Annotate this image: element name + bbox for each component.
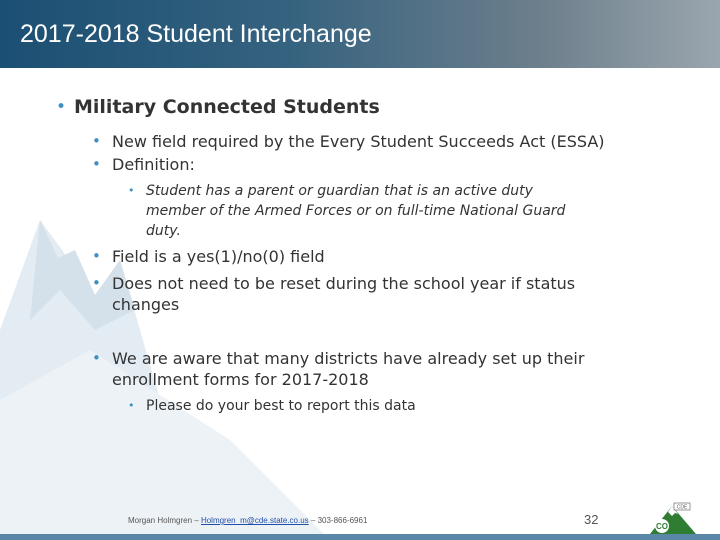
bullet-dot: •: [92, 155, 101, 173]
footer-email-link[interactable]: Holmgren_m@cde.state.co.us: [200, 516, 309, 525]
bullet-dot: •: [92, 349, 101, 367]
slide-title: 2017-2018 Student Interchange: [20, 20, 372, 48]
page-number: 32: [584, 512, 599, 527]
aware-item: We are aware that many districts have already set up their: [112, 349, 585, 368]
definition-line: member of the Armed Forces or on full-time National Guard: [146, 203, 566, 219]
bullet-dot: •: [56, 97, 67, 117]
bullet-dot: •: [92, 247, 101, 265]
aware-item-cont: enrollment forms for 2017-2018: [112, 370, 369, 389]
bullet-dot: •: [128, 399, 135, 412]
definition-line: Student has a parent or guardian that is an active duty: [146, 183, 533, 199]
reset-item: Does not need to be reset during the school year if status: [112, 274, 576, 293]
definition-line: duty.: [146, 223, 181, 239]
footer-phone: – 303-866-6961: [310, 516, 368, 525]
field-item: Field is a yes(1)/no(0) field: [112, 247, 325, 266]
bullet-dot: •: [92, 132, 101, 150]
logo-small-text: CDE: [676, 504, 688, 511]
best-item: Please do your best to report this data: [146, 398, 416, 414]
footer-contact: [128, 516, 367, 525]
footer-presenter: Morgan Holmgren –: [128, 516, 199, 525]
definition-item: Definition:: [112, 155, 195, 174]
logo-text: CO: [656, 522, 668, 531]
bullet-dot: •: [128, 184, 135, 197]
bullet-dot: •: [92, 274, 101, 292]
reset-item-cont: changes: [112, 295, 180, 314]
section-heading: Military Connected Students: [74, 96, 380, 118]
essa-item: New field required by the Every Student Succeeds Act (ESSA): [112, 132, 605, 151]
cde-logo: [648, 502, 698, 536]
